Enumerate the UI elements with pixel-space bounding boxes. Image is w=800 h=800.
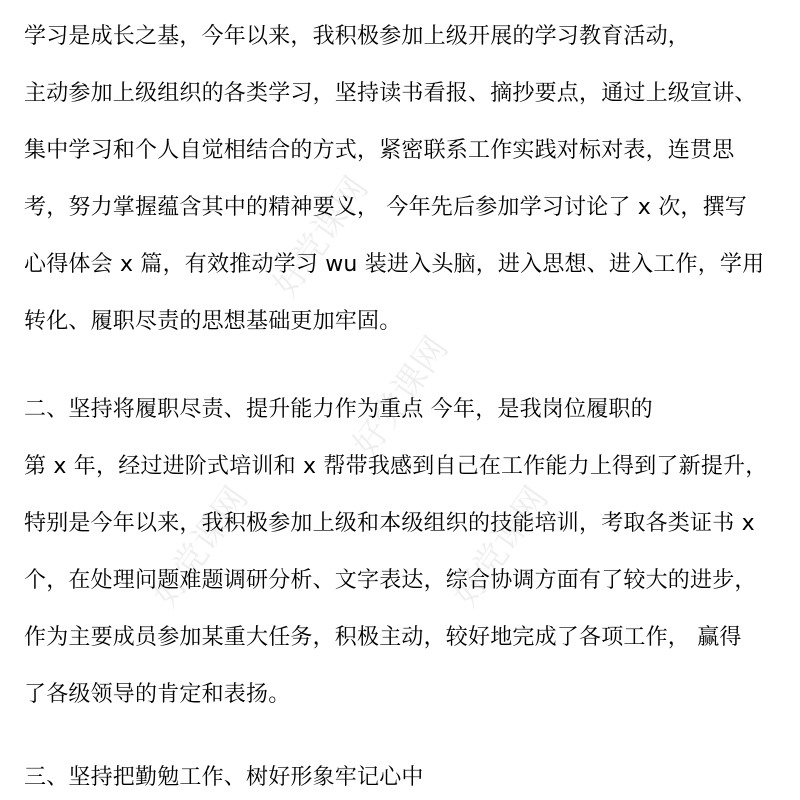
text-line: 考，努力掌握蕴含其中的精神要义， 今年先后参加学习讨论了 x 次，撰写 [24, 195, 748, 220]
text-line: 第 x 年，经过进阶式培训和 x 帮带我感到自己在工作能力上得到了新提升， [24, 454, 768, 479]
text-line: 主动参加上级组织的各类学习，坚持读书看报、摘抄要点，通过上级宣讲、 [24, 81, 757, 106]
section-heading-line: 二、坚持将履职尽责、提升能力作为重点 今年，是我岗位履职的 [24, 397, 653, 422]
text-line: 集中学习和个人自觉相结合的方式，紧密联系工作实践对标对表，连贯思 [24, 138, 735, 163]
text-line: 学习是成长之基，今年以来，我积极参加上级开展的学习教育活动， [24, 24, 691, 49]
text-line: 个，在处理问题难题调研分析、文字表达，综合协调方面有了较大的进步， [24, 568, 757, 593]
watermark: 好党课网 [345, 329, 457, 464]
text-line: 了各级领导的肯定和表扬。 [24, 682, 291, 707]
watermark: 好党课网 [145, 479, 257, 614]
text-line: 作为主要成员参加某重大任务，积极主动，较好地完成了各项工作， 赢得 [24, 625, 742, 650]
watermark: 好党课网 [445, 479, 557, 614]
text-line: 特别是今年以来，我积极参加上级和本级组织的技能培训，考取各类证书 x [24, 511, 755, 536]
text-line: 心得体会 x 篇，有效推动学习 wu 装进入头脑，进入思想、进入工作，学用 [24, 252, 765, 277]
section-heading-line: 三、坚持把勤勉工作、树好形象牢记心中 [24, 765, 424, 790]
text-line: 转化、履职尽责的思想基础更加牢固。 [24, 309, 402, 334]
watermark: 好党课网 [265, 169, 377, 304]
